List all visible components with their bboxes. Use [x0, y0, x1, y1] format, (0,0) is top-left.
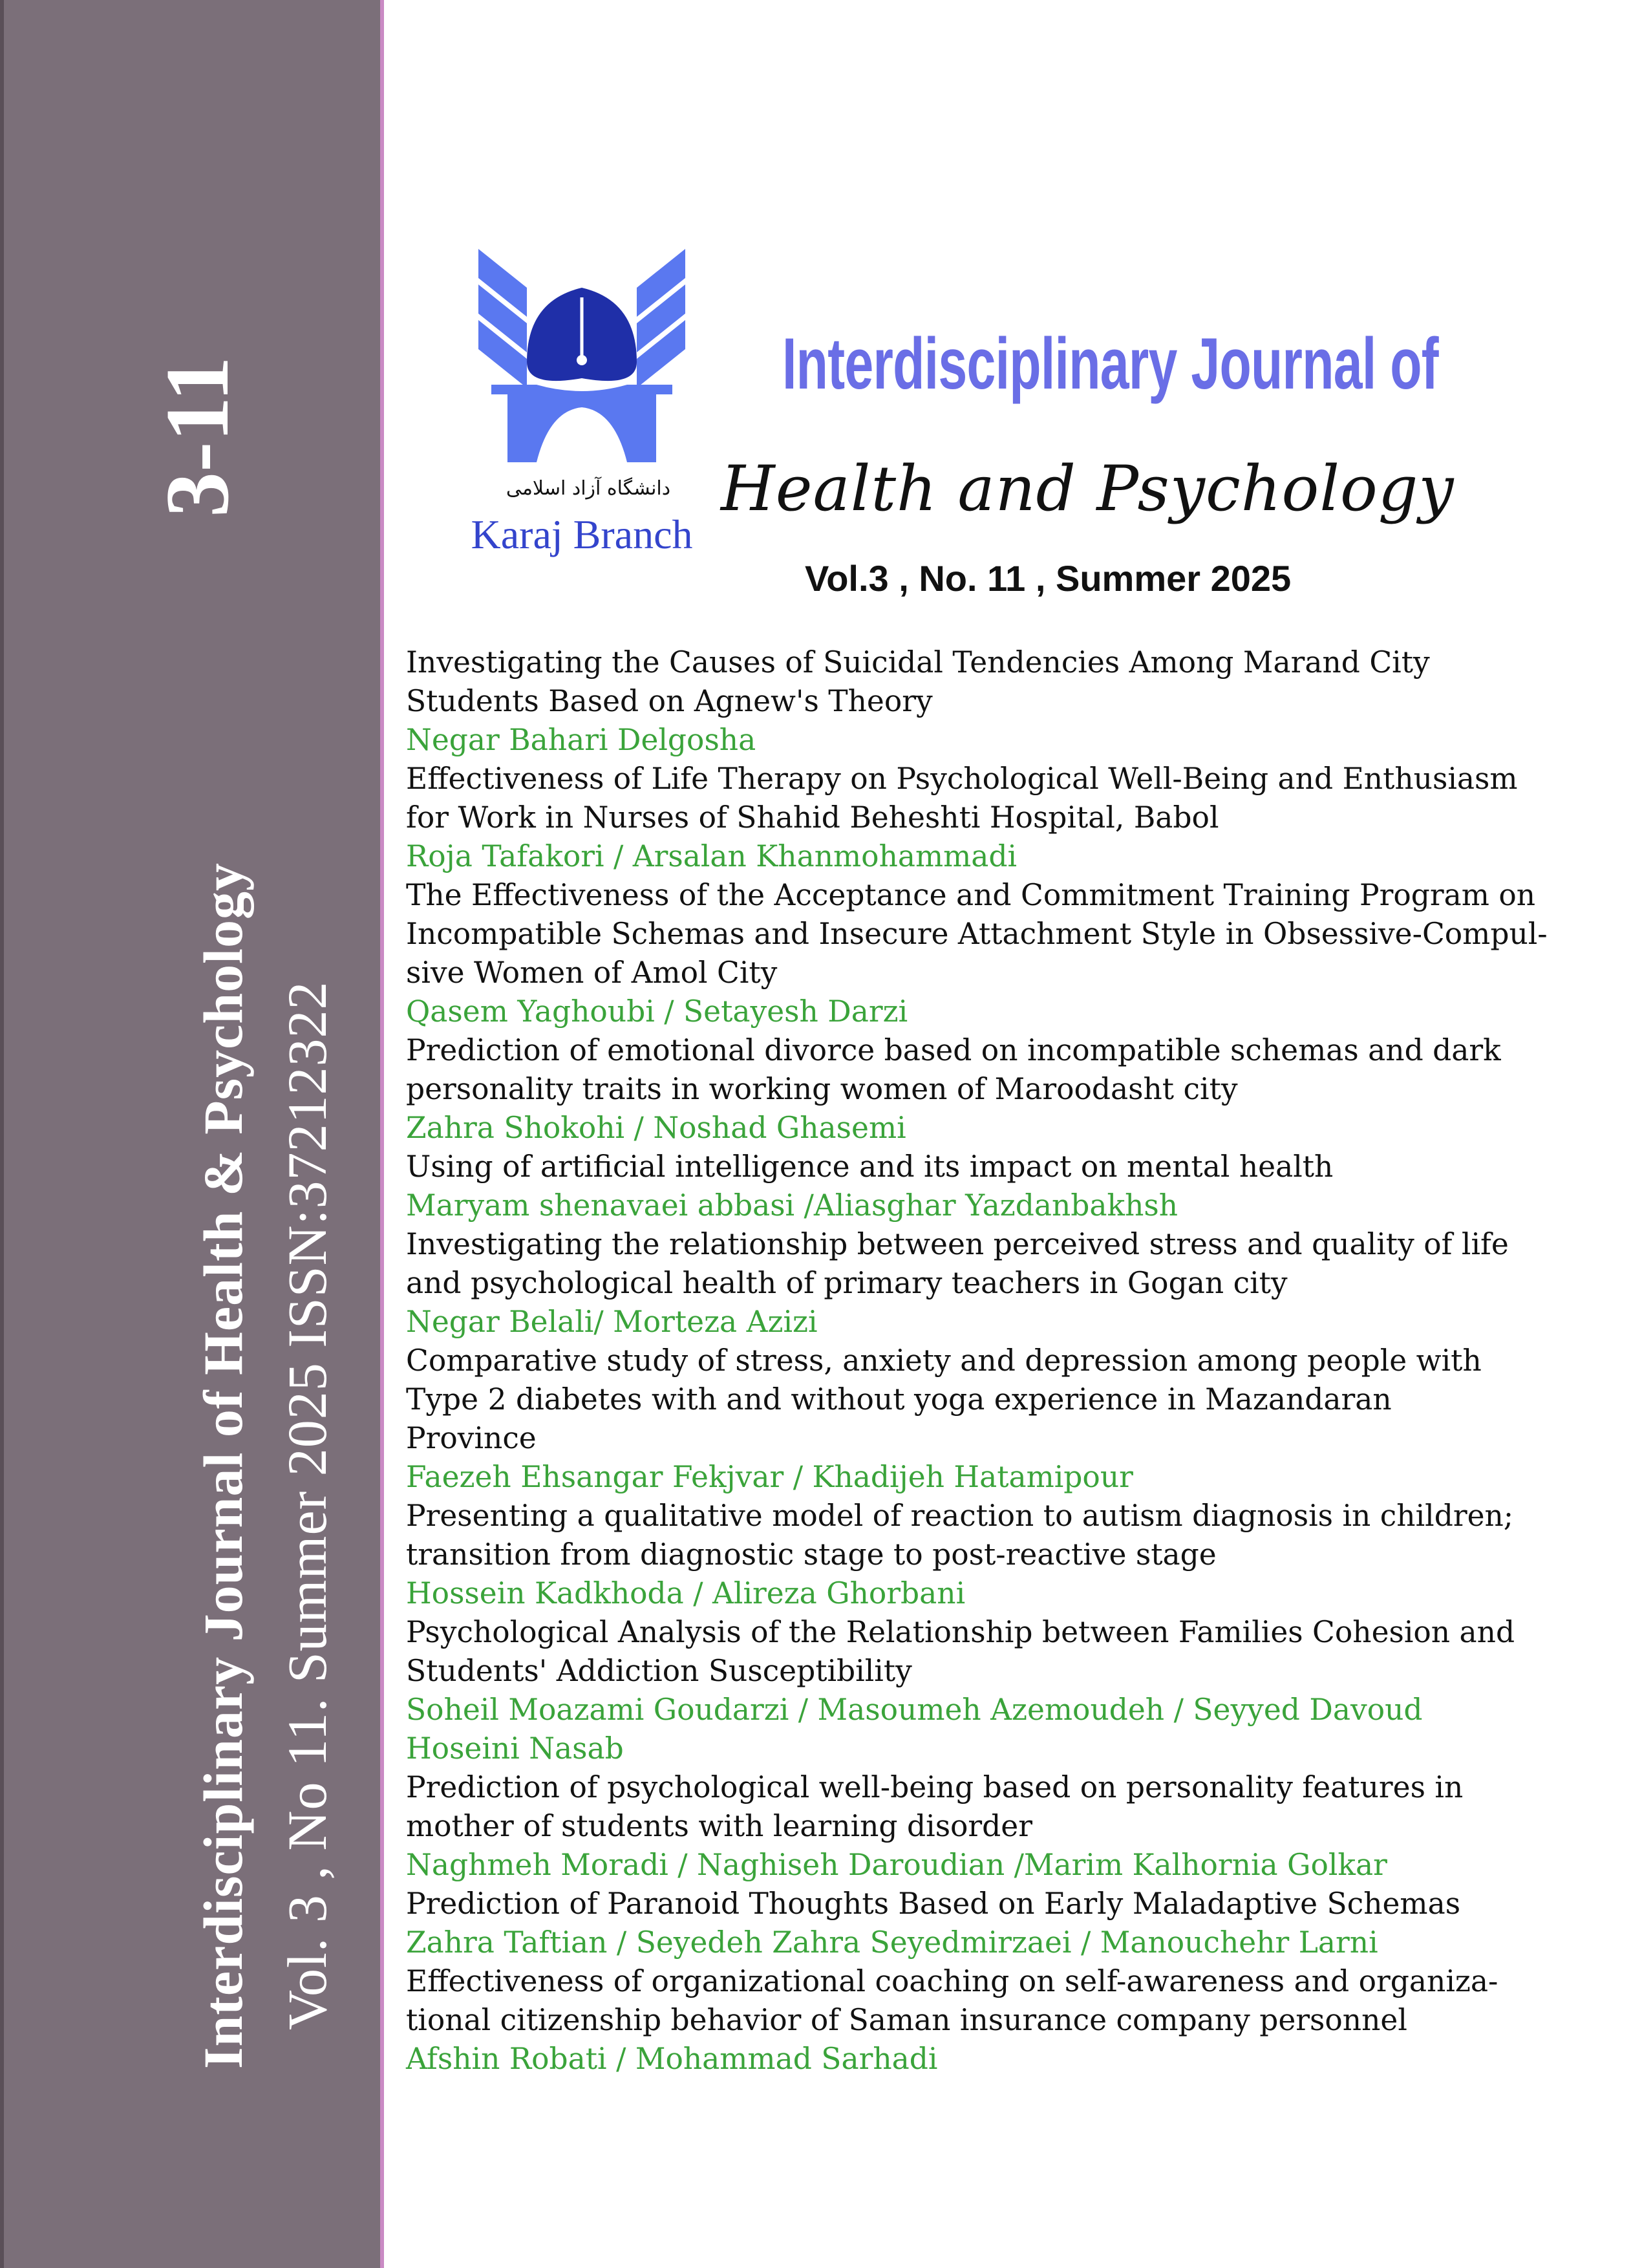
article-title: Prediction of emotional divorce based on incompatible schemas and dark personality traits in working women of Maroodasht city — [406, 1033, 1501, 1106]
journal-title-line2: Health and Psychology — [721, 453, 1455, 525]
article-title: Comparative study of stress, anxiety and depression among people with Type 2 diabetes with and without yoga experience in Mazandaran Province — [406, 1343, 1482, 1455]
article-authors: Negar Belali/ Morteza Azizi — [406, 1305, 818, 1339]
article — [406, 1497, 1608, 1613]
volume-line: Vol.3 , No. 11 , Summer 2025 — [805, 558, 1292, 599]
article-authors: Soheil Moazami Goudarzi / Masoumeh Azemoudeh / Seyyed Davoud Hoseini Nasab — [406, 1693, 1423, 1766]
article-authors: Qasem Yaghoubi / Setayesh Darzi — [406, 994, 908, 1029]
spine-issue-number: 3-11 — [147, 356, 248, 517]
article — [406, 876, 1608, 1031]
article — [406, 1962, 1608, 2079]
article-authors: Roja Tafakori / Arsalan Khanmohammadi — [406, 839, 1018, 873]
article-authors: Negar Bahari Delgosha — [406, 723, 756, 757]
spine-issue-line: Vol. 3 , No 11. Summer 2025 ISSN:37212322 — [276, 981, 338, 2030]
article-authors: Zahra Shokohi / Noshad Ghasemi — [406, 1111, 906, 1145]
article-title: Presenting a qualitative model of reaction to autism diagnosis in children; transition from diagnostic stage to post-reactive stage — [406, 1499, 1514, 1572]
article — [406, 1225, 1608, 1342]
article-authors: Hossein Kadkhoda / Alireza Ghorbani — [406, 1576, 966, 1610]
university-logo — [465, 249, 698, 508]
article-authors: Afshin Robati / Mohammad Sarhadi — [406, 2042, 938, 2076]
article-title: Using of artificial intelligence and its impact on mental health — [406, 1150, 1334, 1184]
article-authors: Naghmeh Moradi / Naghiseh Daroudian /Marim Kalhornia Golkar — [406, 1848, 1387, 1882]
article — [406, 1148, 1608, 1225]
spine — [0, 0, 384, 2268]
spine-journal-title: Interdisciplinary Journal of Health & Psychology — [192, 862, 254, 2069]
article — [406, 1768, 1608, 1885]
logo-pendulum-dot — [577, 355, 587, 365]
article-title: Prediction of Paranoid Thoughts Based on Early Maladaptive Schemas — [406, 1887, 1461, 1921]
article — [406, 1342, 1608, 1497]
article-title: Investigating the relationship between perceived stress and quality of life and psychological health of primary teachers in Gogan city — [406, 1227, 1509, 1300]
article — [406, 1613, 1608, 1768]
article-authors: Zahra Taftian / Seyedeh Zahra Seyedmirzaei / Manouchehr Larni — [406, 1925, 1378, 1960]
article — [406, 1885, 1608, 1962]
logo-script-text: دانشگاه آزاد اسلامی — [506, 477, 671, 500]
article-title: The Effectiveness of the Acceptance and Commitment Training Program on Incompatible Schemas and Insecure Attachment Style in Obsessive-Compul- sive Women of Amol City — [406, 878, 1548, 990]
article-authors: Maryam shenavaei abbasi /Aliasghar Yazdanbakhsh — [406, 1188, 1178, 1223]
article — [406, 643, 1608, 760]
logo-caption: Karaj Branch — [471, 511, 693, 557]
article-title: Prediction of psychological well-being based on personality features in mother of students with learning disorder — [406, 1770, 1464, 1843]
article — [406, 760, 1608, 876]
spine-edge — [0, 0, 4, 2268]
article-title: Effectiveness of Life Therapy on Psychological Well-Being and Enthusiasm for Work in Nurses of Shahid Beheshti Hospital, Babol — [406, 762, 1518, 835]
article-title: Investigating the Causes of Suicidal Tendencies Among Marand City Students Based on Agnew's Theory — [406, 645, 1430, 718]
article-list — [406, 643, 1608, 2079]
article-authors: Faezeh Ehsangar Fekjvar / Khadijeh Hatamipour — [406, 1460, 1133, 1494]
journal-title-line1: Interdisciplinary Journal of — [782, 323, 1438, 404]
article-title: Effectiveness of organizational coaching on self-awareness and organiza- tional citizenship behavior of Saman insurance company personnel — [406, 1964, 1498, 2037]
logo-arch — [491, 385, 672, 462]
article — [406, 1031, 1608, 1148]
article-title: Psychological Analysis of the Relationship between Families Cohesion and Students' Addiction Susceptibility — [406, 1615, 1515, 1688]
